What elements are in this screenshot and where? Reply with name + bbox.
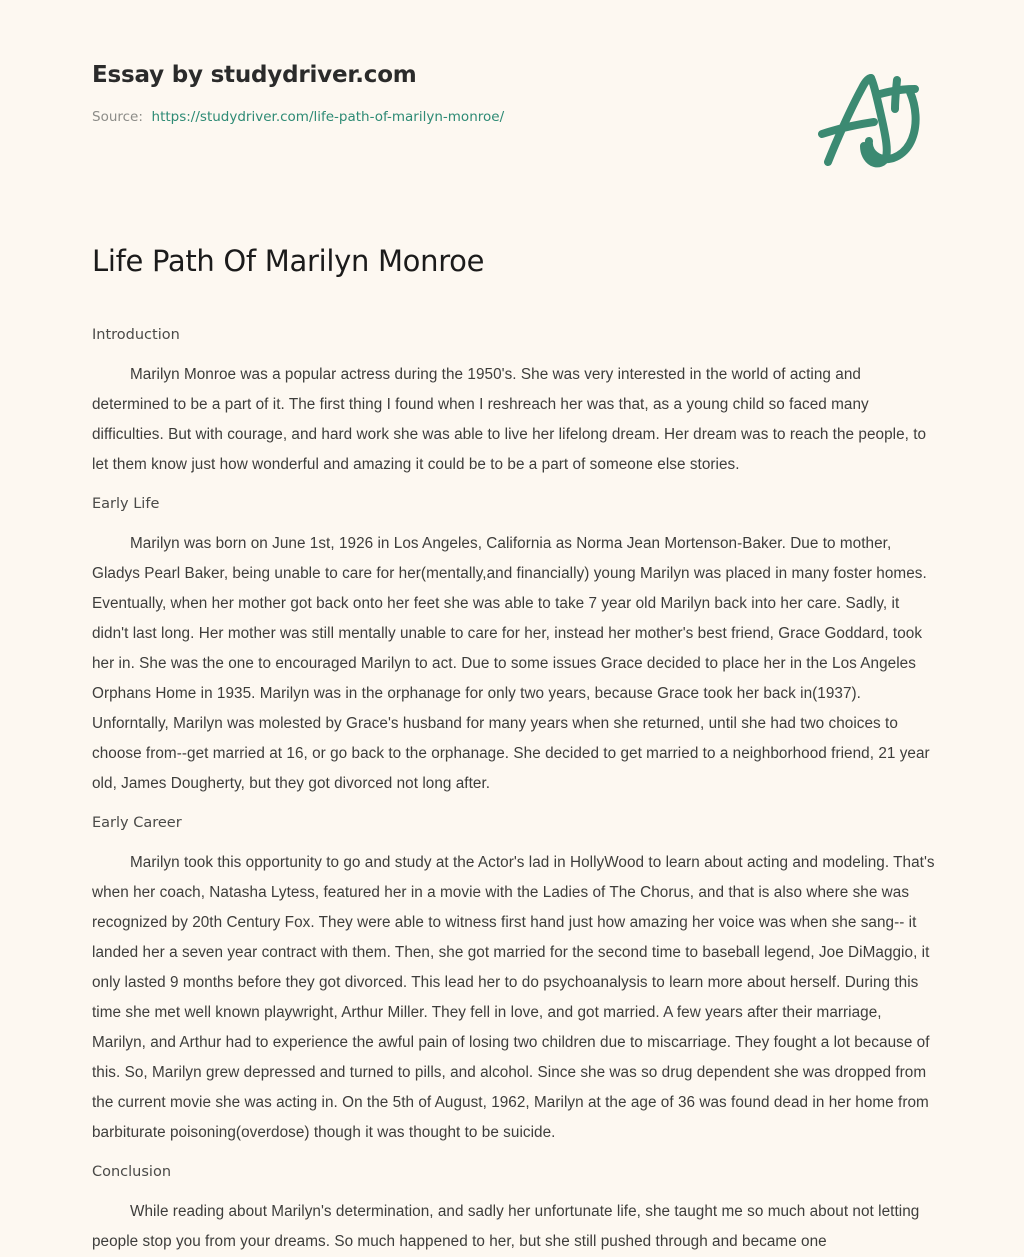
- section-paragraph-early-career: Marilyn took this opportunity to go and study at the Actor's lad in HollyWood to learn about acting and modeling. That's when her coach, Natasha Lytess, featured her in a movie with the Ladies of The Chorus, and that is also where she was recognized by 20th Century Fox. They were able to witness first hand just how amazing her voice was when she sang-- it landed her a seven year contract with them. Then, she got married for the second time to baseball legend, Joe DiMaggio, it only lasted 9 months before they got divorced. This lead her to do psychoanalysis to learn more about herself. During this time she met well known playwright, Arthur Miller. They fell in love, and got married. A few years after their marriage, Marilyn, and Arthur had to experience the awful pain of losing two children due to miscarriage. They fought a lot because of this. So, Marilyn grew depressed and turned to pills, and alcohol. Since she was so drug dependent she was dropped from the current movie she was acting in. On the 5th of August, 1962, Marilyn at the age of 36 was found dead in her home from barbiturate poisoning(overdose) though it was thought to be suicide.: [92, 854, 935, 1142]
- section-heading-conclusion: Conclusion: [92, 1164, 172, 1181]
- spacer: [92, 834, 938, 848]
- section-conclusion: [92, 1162, 938, 1257]
- spacer: [92, 346, 938, 360]
- section-introduction: [92, 325, 938, 480]
- section-early-life: [92, 494, 938, 799]
- source-url-link[interactable]: https://studydriver.com/life-path-of-marilyn-monroe/: [151, 108, 505, 125]
- section-heading-early-career: Early Career: [92, 815, 182, 832]
- section-heading-introduction: Introduction: [92, 327, 180, 344]
- spacer: [92, 279, 938, 325]
- section-paragraph-conclusion: While reading about Marilyn's determination, and sadly her unfortunate life, she taught me so much about not letting people stop you from your dreams. So much happened to her, but she still pushed through and became one: [92, 1203, 920, 1251]
- document-body: [92, 243, 938, 1257]
- brand-title: Essay by studydriver.com: [92, 62, 417, 88]
- page-title: Life Path Of Marilyn Monroe: [92, 244, 485, 278]
- source-label: Source:: [92, 108, 143, 125]
- section-heading-early-life: Early Life: [92, 496, 160, 513]
- spacer: [92, 1148, 938, 1162]
- spacer: [92, 515, 938, 529]
- spacer: [92, 1183, 938, 1197]
- section-paragraph-introduction: Marilyn Monroe was a popular actress during the 1950's. She was very interested in the world of acting and determined to be a part of it. The first thing I found when I reshreach her was that, as a young child so faced many difficulties. But with courage, and hard work she was able to live her lifelong dream. Her dream was to reach the people, to let them know just how wonderful and amazing it could be to be a part of someone else stories.: [92, 366, 927, 474]
- section-paragraph-early-life: Marilyn was born on June 1st, 1926 in Los Angeles, California as Norma Jean Mortenson-Baker. Due to mother, Gladys Pearl Baker, being unable to care for her(mentally,and financially) young Marilyn was placed in many foster homes. Eventually, when her mother got back onto her feet she was able to take 7 year old Marilyn back into her care. Sadly, it didn't last long. Her mother was still mentally unable to care for her, instead her mother's best friend, Grace Goddard, took her in. She was the one to encouraged Marilyn to act. Due to some issues Grace decided to place her in the Los Angeles Orphans Home in 1935. Marilyn was in the orphanage for only two years, because Grace took her back in(1937). Unforntally, Marilyn was molested by Grace's husband for many years when she returned, until she had two choices to choose from--get married at 16, or go back to the orphanage. She decided to get married to a neighborhood friend, 21 year old, James Dougherty, but they got divorced not long after.: [92, 535, 930, 793]
- section-early-career: [92, 813, 938, 1148]
- a-plus-logo-icon: [806, 58, 930, 176]
- spacer: [92, 799, 938, 813]
- spacer: [92, 480, 938, 494]
- a-plus-logo: [806, 58, 930, 176]
